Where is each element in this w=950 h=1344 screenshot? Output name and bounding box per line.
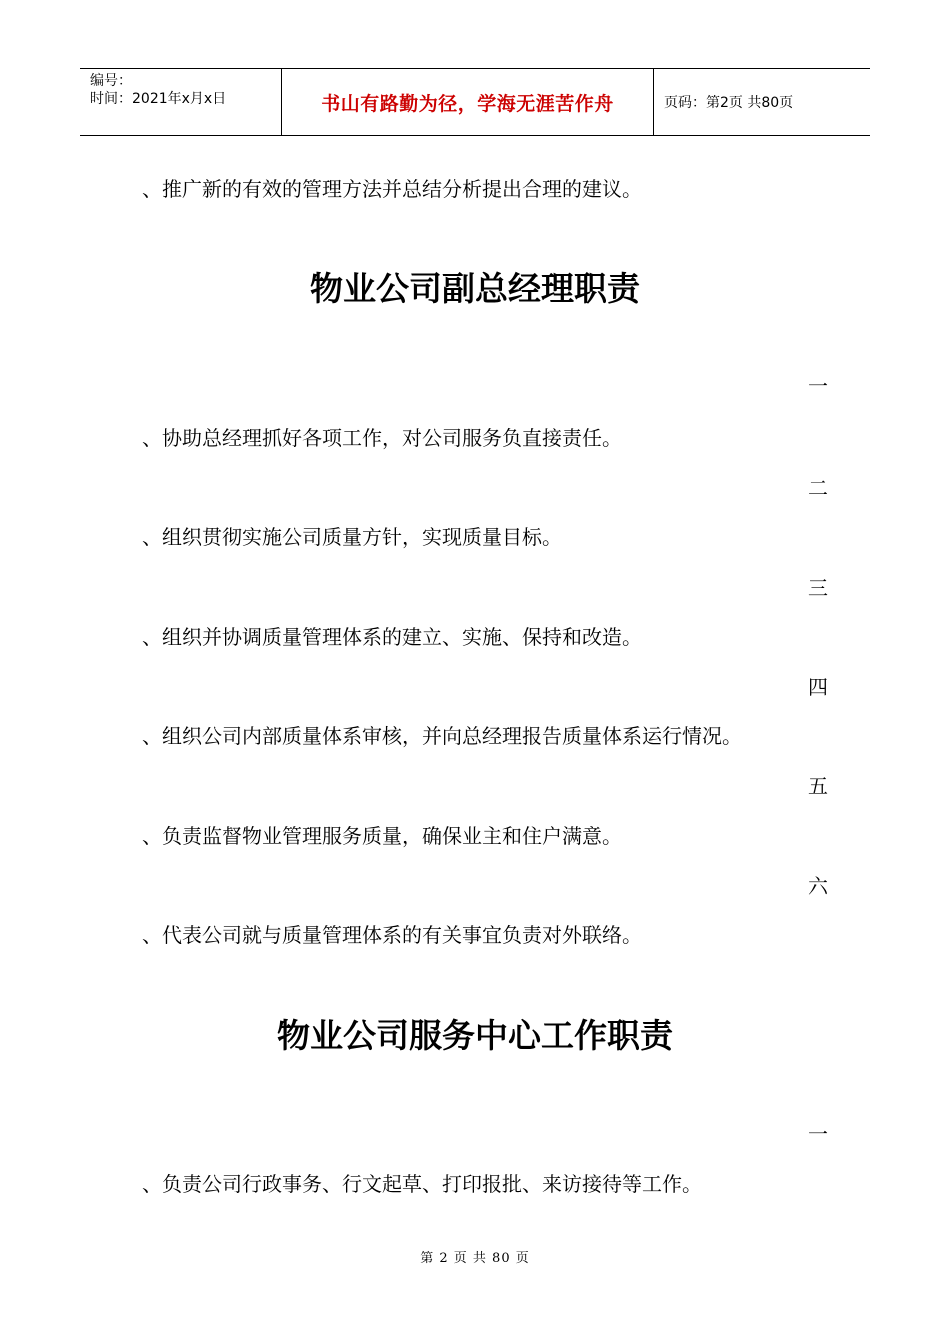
item-number: 二 (808, 476, 828, 500)
list-item: 、协助总经理抓好各项工作，对公司服务负直接责任。 (142, 426, 622, 450)
list-item: 、负责监督物业管理服务质量，确保业主和住户满意。 (142, 824, 622, 848)
list-item: 、组织并协调质量管理体系的建立、实施、保持和改造。 (142, 625, 642, 649)
intro-item: 、推广新的有效的管理方法并总结分析提出合理的建议。 (142, 177, 642, 201)
header-page-info: 页码：第2页 共80页 (664, 95, 794, 111)
list-item: 、代表公司就与质量管理体系的有关事宜负责对外联络。 (142, 923, 642, 947)
item-number: 一 (808, 374, 828, 398)
list-item: 、负责公司行政事务、行文起草、打印报批、来访接待等工作。 (142, 1172, 702, 1196)
item-number: 三 (808, 576, 828, 600)
document-number-label: 编号： (90, 73, 132, 89)
header-meta-cell (80, 69, 282, 135)
item-number: 一 (808, 1122, 828, 1146)
section-title-deputy-gm: 物业公司副总经理职责 (310, 269, 640, 308)
page-header (80, 68, 870, 136)
document-time-label: 时间：2021年x月x日 (90, 91, 227, 107)
header-page-cell (654, 69, 870, 135)
item-number: 五 (808, 774, 828, 798)
item-number: 六 (808, 874, 828, 898)
page-footer: 第 2 页 共 80 页 (420, 1251, 530, 1266)
item-number: 四 (808, 675, 828, 699)
section-title-service-center: 物业公司服务中心工作职责 (277, 1016, 673, 1055)
list-item: 、组织贯彻实施公司质量方针，实现质量目标。 (142, 525, 562, 549)
header-motto-cell (282, 69, 654, 135)
header-motto: 书山有路勤为径，学海无涯苦作舟 (321, 92, 614, 115)
list-item: 、组织公司内部质量体系审核，并向总经理报告质量体系运行情况。 (142, 724, 742, 748)
